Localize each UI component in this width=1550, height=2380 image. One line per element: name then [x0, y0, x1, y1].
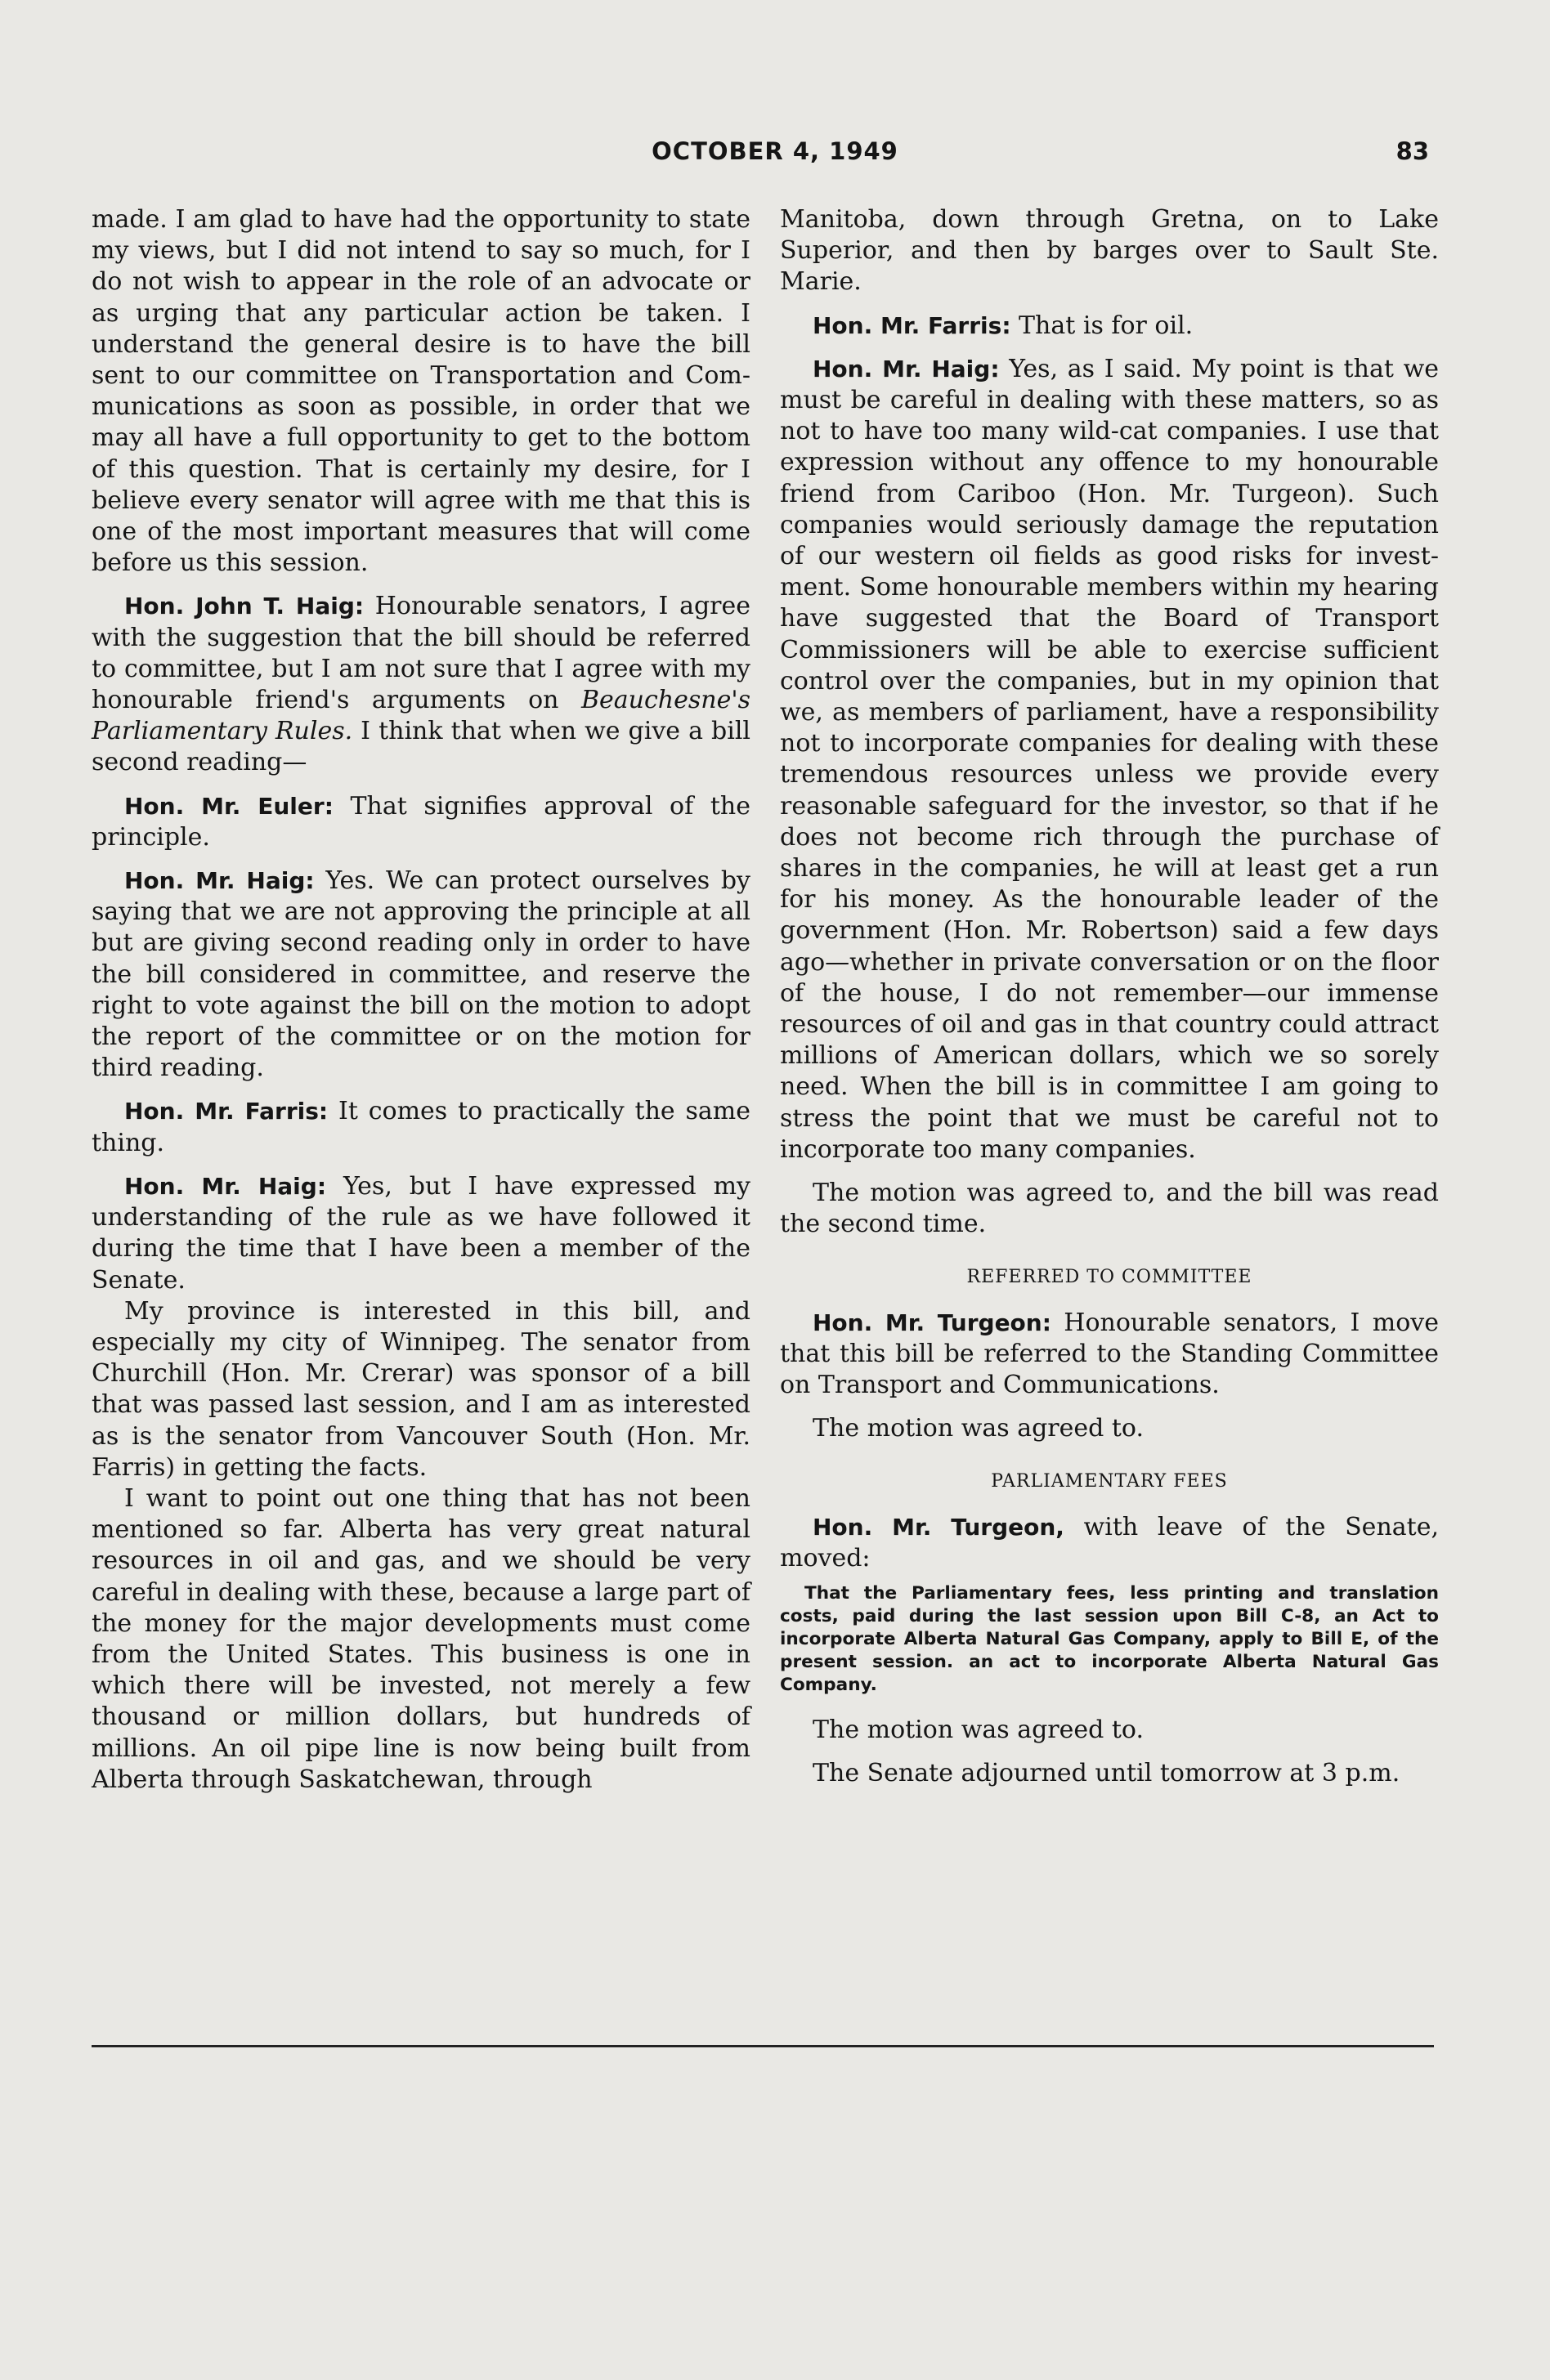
italic-title: Beauchesne's Parliamentary Rules.	[92, 686, 750, 746]
paragraph-text: Yes. We can protect ourselves by saying that we are not approving the principle at all but are giving second reading only in order to have the bill considered in committee, and reserve the right to vote against the bill on the motion to adopt the report of the committee or on the motion for third reading.	[92, 866, 750, 1083]
paragraph: The motion was agreed to.	[813, 1414, 1144, 1443]
speaker-name: Hon. Mr. Turgeon:	[813, 1309, 1051, 1336]
paragraph	[92, 866, 750, 1084]
left-column	[92, 204, 750, 1808]
motion-quote: That the Parliamentary fees, less printing and translation costs, paid during the last session upon Bill C-8, an Act to incorporate Alberta Natural Gas Company, apply to Bill E, of the present session. an act to incorporate Alberta Natural Gas Company.	[780, 1583, 1439, 1696]
paragraph: I want to point out one thing that has not been mentioned so far. Alberta has very great natural resources in oil and gas, and we should be very careful in dealing with these, because a large part of the money for the major developments must come from the United States. This business is one in which there will be invested, not merely a few thousand or million dollars, but hundreds of millions. An oil pipe line is now being built from Alberta through Saskatchewan, through	[92, 1483, 751, 1794]
section-heading: REFERRED TO COMMITTEE	[966, 1266, 1252, 1287]
paragraph	[780, 354, 1439, 1165]
speaker-name: Hon. John T. Haig:	[124, 593, 365, 620]
section-heading: PARLIAMENTARY FEES	[991, 1470, 1228, 1492]
paragraph	[780, 1512, 1439, 1574]
page-header	[0, 137, 1550, 173]
paragraph-text: That is for oil.	[1010, 311, 1194, 340]
paragraph	[780, 1308, 1439, 1402]
speaker-name: Hon. Mr. Haig:	[124, 867, 315, 895]
paragraph-text: Honourable senators, I move that this bill be referred to the Standing Committee on Transport and Communications.	[780, 1308, 1439, 1400]
paragraph: The Senate adjourned until tomorrow at 3 p.m.	[813, 1759, 1400, 1788]
speaker-name: Hon. Mr. Euler:	[124, 792, 334, 820]
speaker-name: Hon. Mr. Haig:	[124, 1172, 327, 1200]
paragraph-text: I think that when we give a bill second reading—	[92, 717, 751, 777]
speaker-name: Hon. Mr. Farris:	[813, 311, 1011, 339]
paragraph: The motion was agreed to, and the bill was read the second time.	[780, 1179, 1439, 1239]
paragraph-text: That signifies approval of the principle.	[92, 791, 750, 852]
speaker-name: Hon. Mr. Farris:	[124, 1098, 329, 1125]
page-title: OCTOBER 4, 1949	[652, 137, 898, 165]
paragraph: The motion was agreed to.	[813, 1716, 1144, 1745]
paragraph	[92, 791, 750, 853]
right-column	[780, 204, 1439, 1802]
page-end-rule	[92, 2045, 1434, 2047]
paragraph-text: with leave of the Senate, moved:	[780, 1512, 1439, 1572]
paragraph	[92, 591, 750, 778]
paragraph	[780, 311, 1439, 342]
page-number: 83	[1395, 137, 1429, 165]
paragraph-text: Yes, as I said. My point is that we must be careful in dealing with these matters, so as not to have too many wild-cat companies. I use that expression without any offence to my honourable friend from Cariboo (Hon. Mr. Turgeon). Such companies would seriously damage the reputation of our western oil fields as good risks for investment. Some honourable members within my hearing have suggested that the Board of Transport Commissioners will be able to exercise sufficient control over the companies, but in my opinion that we, as members of parliament, have a responsibility not to incorporate companies for dealing with these tremendous resources unless we provide every reasonable safeguard for the investor, so that if he does not become rich through the purchase of shares in the companies, he will at least get a run for his money. As the honourable leader of the government (Hon. Mr. Robertson) said a few days ago—whether in private conversation or on the floor of the house, I do not remember—our immense resources of oil and gas in that country could attract millions of American dollars, which we so sorely need. When the bill is in committee I am going to stress the point that we must be careful not to incorporate too many companies.	[780, 354, 1439, 1164]
paragraph-text: Honourable senators, I agree with the suggestion that the bill should be referred to committee, but I am not sure that I agree with my honourable friend's arguments on	[92, 592, 751, 715]
speaker-name: Hon. Mr. Turgeon,	[813, 1513, 1064, 1541]
paragraph-text: It comes to practically the same thing.	[92, 1097, 750, 1157]
paragraph-text: Yes, but I have expressed my understanding of the rule as we have followed it during the time that I have been a member of the Senate.	[92, 1171, 751, 1295]
paragraph: made. I am glad to have had the opportunity to state my views, but I did not intend to say so much, for I do not wish to appear in the role of an advocate or as urging that any particular action be taken. I understand the general desire is to have the bill sent to our committee on Transportation and Communications as soon as possible, in order that we may all have a full opportunity to get to the bottom of this question. That is certainly my desire, for I believe every senator will agree with me that this is one of the most important measures that will come before us this session.	[92, 205, 750, 578]
paragraph	[92, 1096, 750, 1158]
paragraph: My province is interested in this bill, and especially my city of Winnipeg. The senator from Churchill (Hon. Mr. Crerar) was sponsor of a bill that was passed last session, and I am as interested as is the senator from Vancouver South (Hon. Mr. Farris) in getting the facts.	[92, 1296, 750, 1482]
paragraph: Manitoba, down through Gretna, on to Lake Superior, and then by barges over to Sault Ste. Marie.	[780, 205, 1439, 297]
speaker-name: Hon. Mr. Haig:	[813, 355, 1000, 382]
paragraph	[92, 1171, 750, 1296]
